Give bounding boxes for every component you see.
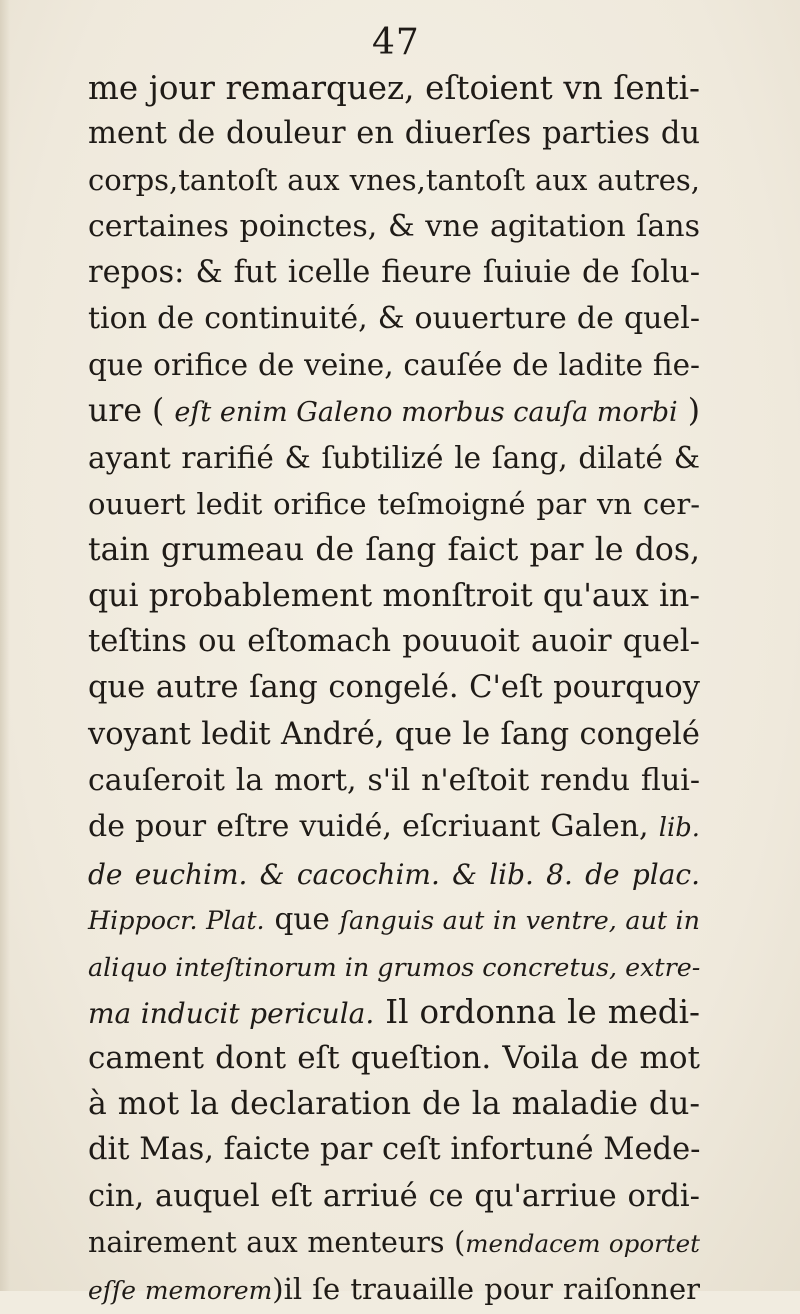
text-line (88, 712, 700, 758)
text-line (88, 342, 700, 388)
text-line (88, 204, 700, 250)
text-line (88, 111, 700, 157)
page-number: 47 (372, 22, 420, 63)
text-line (88, 1174, 700, 1220)
text-line (88, 1127, 700, 1173)
text-line (88, 296, 700, 342)
italic-latin-span: eſt enim Galeno morbus cauſa morbi (174, 397, 678, 429)
text-span: que orifice de veine, cauſée de ladite fie- (88, 348, 700, 383)
text-line (88, 804, 700, 850)
text-line (88, 665, 700, 711)
text-line (88, 157, 700, 203)
text-line (88, 435, 700, 481)
page-edge-shadow (0, 0, 10, 1291)
text-span: dit Mas, faicte par ceſt infortuné Mede- (88, 1132, 701, 1168)
text-span: me jour remarquez, eſtoient vn ſenti- (88, 69, 700, 107)
text-span: ayant rarifié & ſubtilizé le ſang, dilaté & (88, 440, 700, 475)
text-span: corps,tantoſt aux vnes,tantoſt aux autres, (88, 163, 700, 198)
text-line (88, 250, 700, 296)
text-line (88, 850, 700, 896)
italic-latin-span: aliquo inteſtinorum in grumos concretus, extre- (88, 951, 701, 982)
text-span: tion de continuité, & ouuerture de quel- (88, 300, 700, 336)
text-span: ) (677, 393, 701, 430)
text-span: teſtins ou eſtomach pouuoit auoir quel- (88, 624, 700, 660)
text-span: ure ( (88, 393, 175, 430)
text-line (88, 989, 700, 1035)
italic-latin-span: Hippocr. Plat. (88, 905, 265, 936)
text-span: cauſeroit la mort, s'il n'eſtoit rendu flui- (88, 762, 700, 798)
italic-latin-span: de euchim. & cacochim. & lib. 8. de plac. (88, 858, 700, 892)
italic-latin-span: ſanguis aut in ventre, aut in (339, 905, 700, 936)
italic-latin-span: eſſe memorem (88, 1275, 273, 1305)
italic-latin-span: ma inducit pericula. (88, 996, 375, 1030)
text-line (88, 573, 700, 619)
text-span: cament dont eſt queſtion. Voila de mot (88, 1039, 700, 1076)
text-line (88, 1035, 700, 1081)
italic-latin-span: mendacem oportet (465, 1228, 700, 1258)
text-span: Il ordonna le medi- (374, 992, 700, 1031)
italic-latin-span: lib. (658, 813, 700, 843)
text-span: )il ſe trauaille pour raiſonner (272, 1271, 700, 1306)
text-line (88, 388, 700, 434)
text-span: ment de douleur en diuerſes parties du (88, 116, 700, 152)
text-span: à mot la declaration de la maladie du- (88, 1086, 700, 1123)
text-span: qui probablement monſtroit qu'aux in- (88, 578, 700, 615)
text-line (88, 1220, 700, 1266)
text-span: nairement aux menteurs ( (88, 1225, 466, 1259)
text-line (88, 1266, 700, 1312)
text-line (88, 527, 700, 573)
text-span: de pour eſtre vuidé, eſcriuant Galen, (88, 809, 659, 844)
body-text (88, 65, 700, 1312)
text-line (88, 481, 700, 527)
text-span: que (264, 902, 340, 937)
text-line (88, 896, 700, 942)
text-span: certaines poinctes, & vne agitation ſans (88, 208, 700, 244)
text-line (88, 1081, 700, 1127)
text-span: que autre ſang congelé. C'eſt pourquoy (88, 670, 700, 706)
text-line (88, 943, 700, 989)
text-span: ouuert ledit orifice teſmoigné par vn cer- (88, 486, 700, 521)
text-line (88, 619, 700, 665)
text-line (88, 65, 700, 111)
text-line (88, 758, 700, 804)
text-span: voyant ledit André, que le ſang congelé (88, 716, 700, 752)
text-span: repos: & fut icelle fieure ſuiuie de ſolu- (88, 254, 700, 290)
text-span: tain grumeau de ſang faict par le dos, (88, 531, 700, 568)
text-span: cin, auquel eſt arriué ce qu'arriue ordi- (88, 1178, 700, 1214)
